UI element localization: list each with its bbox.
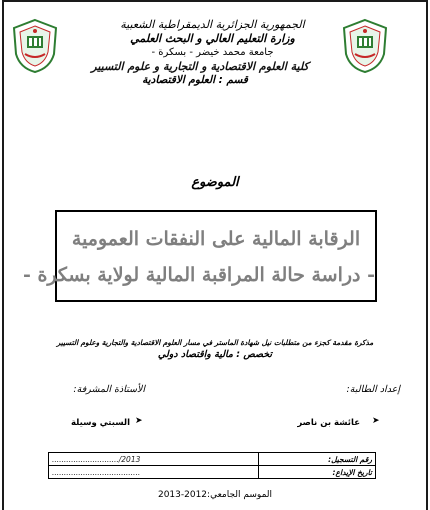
arrow-bullet-icon: ➤ <box>135 416 143 426</box>
page-border-right <box>426 0 428 510</box>
thesis-statement: مذكرة مقدمة كجزء من متطلبات نيل شهادة الماستر في مسار العلوم الاقتصادية والتجارية وعلوم التسيير <box>56 338 374 347</box>
header-department: قسم : العلوم الاقتصادية <box>142 74 248 86</box>
title-line-2: - دراسة حالة المراقبة المالية لولاية بسكرة - <box>22 264 375 286</box>
registration-number-label: رقم التسجيل: <box>259 453 376 466</box>
page-border-left <box>2 0 4 510</box>
title-line-1: الرقابة المالية على النفقات العمومية <box>71 228 361 250</box>
table-row <box>49 466 376 479</box>
specialty-line: تخصص : مالية واقتصاد دولي <box>157 349 273 360</box>
university-emblem-icon <box>340 18 390 74</box>
deposit-date-label: تاريخ الإيداع: <box>259 466 376 479</box>
supervisor-label: الأستاذة المشرفة: <box>73 384 145 395</box>
title-box <box>22 210 377 302</box>
header-republic: الجمهورية الجزائرية الديمقراطية الشعبية <box>120 18 305 31</box>
deposit-date-value: ..................................... <box>49 466 259 479</box>
subject-label: الموضوع <box>191 175 239 190</box>
registration-table <box>48 452 376 479</box>
university-emblem-icon <box>10 18 60 74</box>
header-ministry: وزارة التعليم العالي و البحث العلمي <box>130 32 295 45</box>
arrow-bullet-icon: ➤ <box>372 416 380 426</box>
header-faculty: كلية العلوم الاقتصادية و التجارية و علوم التسيير <box>91 60 309 73</box>
page-border-top <box>2 0 428 2</box>
registration-number-value: ............................/2013 <box>49 453 259 466</box>
academic-year: الموسم الجامعي:2012-2013 <box>157 490 273 500</box>
header-university: جامعة محمد خيضر - بسكرة - <box>151 47 274 58</box>
supervisor-name: السبتي وسيلة <box>71 418 130 428</box>
student-name: عائشة بن ناصر <box>297 418 360 428</box>
student-label: إعداد الطالبة: <box>346 384 400 395</box>
table-row <box>49 453 376 466</box>
